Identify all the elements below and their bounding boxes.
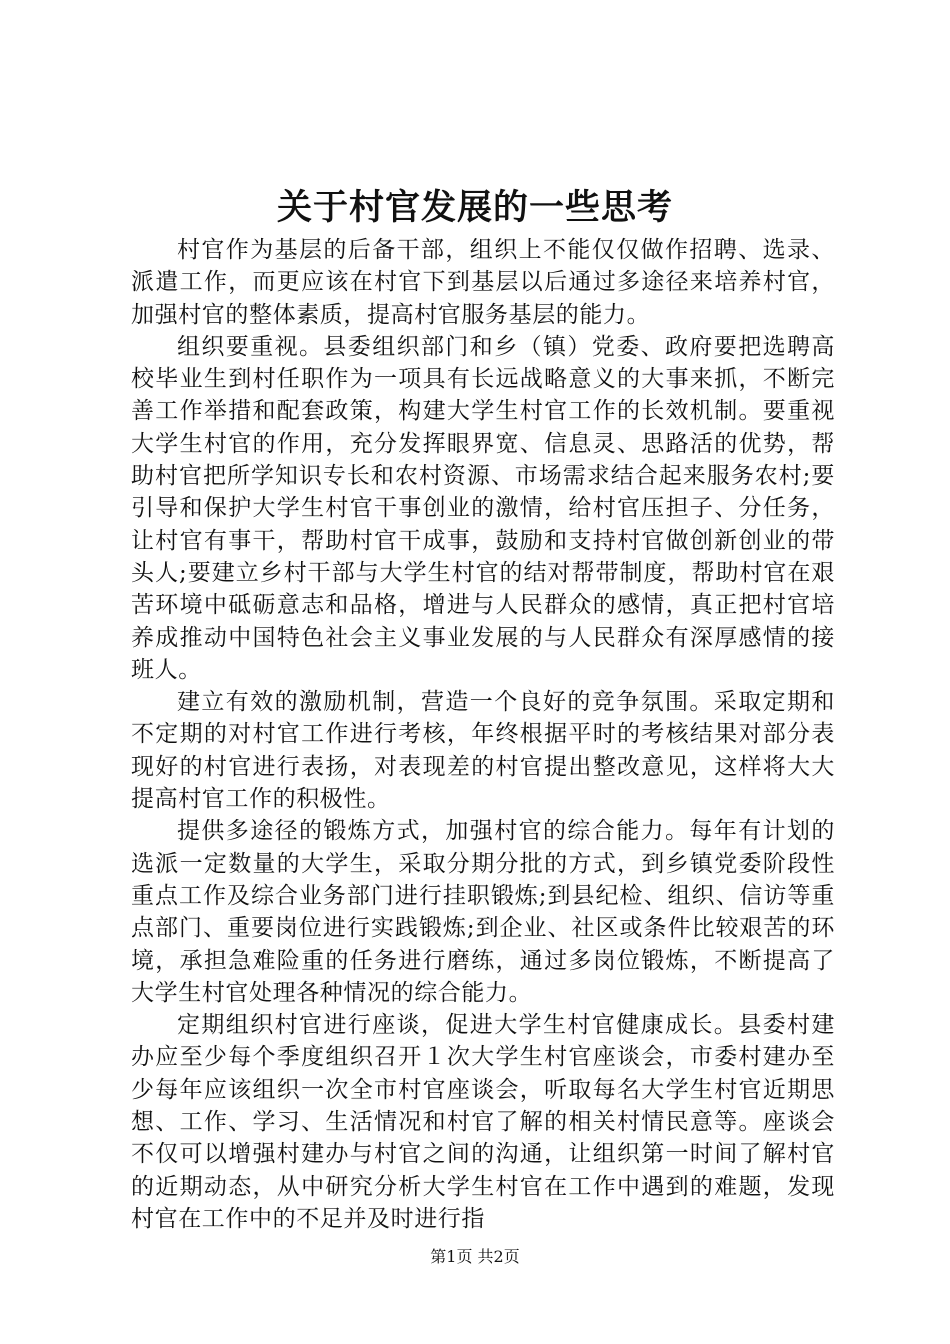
paragraph-organization: 组织要重视。县委组织部门和乡（镇）党委、政府要把选聘高校毕业生到村任职作为一项具有长远战略意义的大事来抓，不断完善工作举措和配套政策，构建大学生村官工作的长效机制。要重视大学生村官的作用，充分发挥眼界宽、信息灵、思路活的优势，帮助村官把所学知识专长和农村资源、市场需求结合起来服务农村;要引导和保护大学生村官干事创业的激情，给村官压担子、分任务，让村官有事干，帮助村官干成事，鼓励和支持村官做创新创业的带头人;要建立乡村干部与大学生村官的结对帮带制度，帮助村官在艰苦环境中砥砺意志和品格，增进与人民群众的感情，真正把村官培养成推动中国特色社会主义事业发展的与人民群众有深厚感情的接班人。 <box>131 333 835 683</box>
paragraph-training: 提供多途径的锻炼方式，加强村官的综合能力。每年有计划的选派一定数量的大学生，采取分期分批的方式，到乡镇党委阶段性重点工作及综合业务部门进行挂职锻炼;到县纪检、组织、信访等重点部门、重要岗位进行实践锻炼;到企业、社区或条件比较艰苦的环境，承担急难险重的任务进行磨练，通过多岗位锻炼，不断提高了大学生村官处理各种情况的综合能力。 <box>131 818 835 1006</box>
document-body <box>131 234 835 1235</box>
paragraph-incentive: 建立有效的激励机制，营造一个良好的竞争氛围。采取定期和不定期的对村官工作进行考核，年终根据平时的考核结果对部分表现好的村官进行表扬，对表现差的村官提出整改意见，这样将大大提高村官工作的积极性。 <box>131 689 835 813</box>
paragraph-symposium: 定期组织村官进行座谈，促进大学生村官健康成长。县委村建办应至少每个季度组织召开１次大学生村官座谈会，市委村建办至少每年应该组织一次全市村官座谈会，听取每名大学生村官近期思想、工作、学习、生活情况和村官了解的相关村情民意等。座谈会不仅可以增强村建办与村官之间的沟通，让组织第一时间了解村官的近期动态，从中研究分析大学生村官在工作中遇到的难题，发现村官在工作中的不足并及时进行指 <box>131 1012 835 1232</box>
paragraph-intro: 村官作为基层的后备干部，组织上不能仅仅做作招聘、选录、派遣工作，而更应该在村官下到基层以后通过多途径来培养村官，加强村官的整体素质，提高村官服务基层的能力。 <box>131 237 835 328</box>
document-title: 关于村官发展的一些思考 <box>276 187 673 228</box>
page-footer: 第1页 共2页 <box>430 1247 520 1266</box>
